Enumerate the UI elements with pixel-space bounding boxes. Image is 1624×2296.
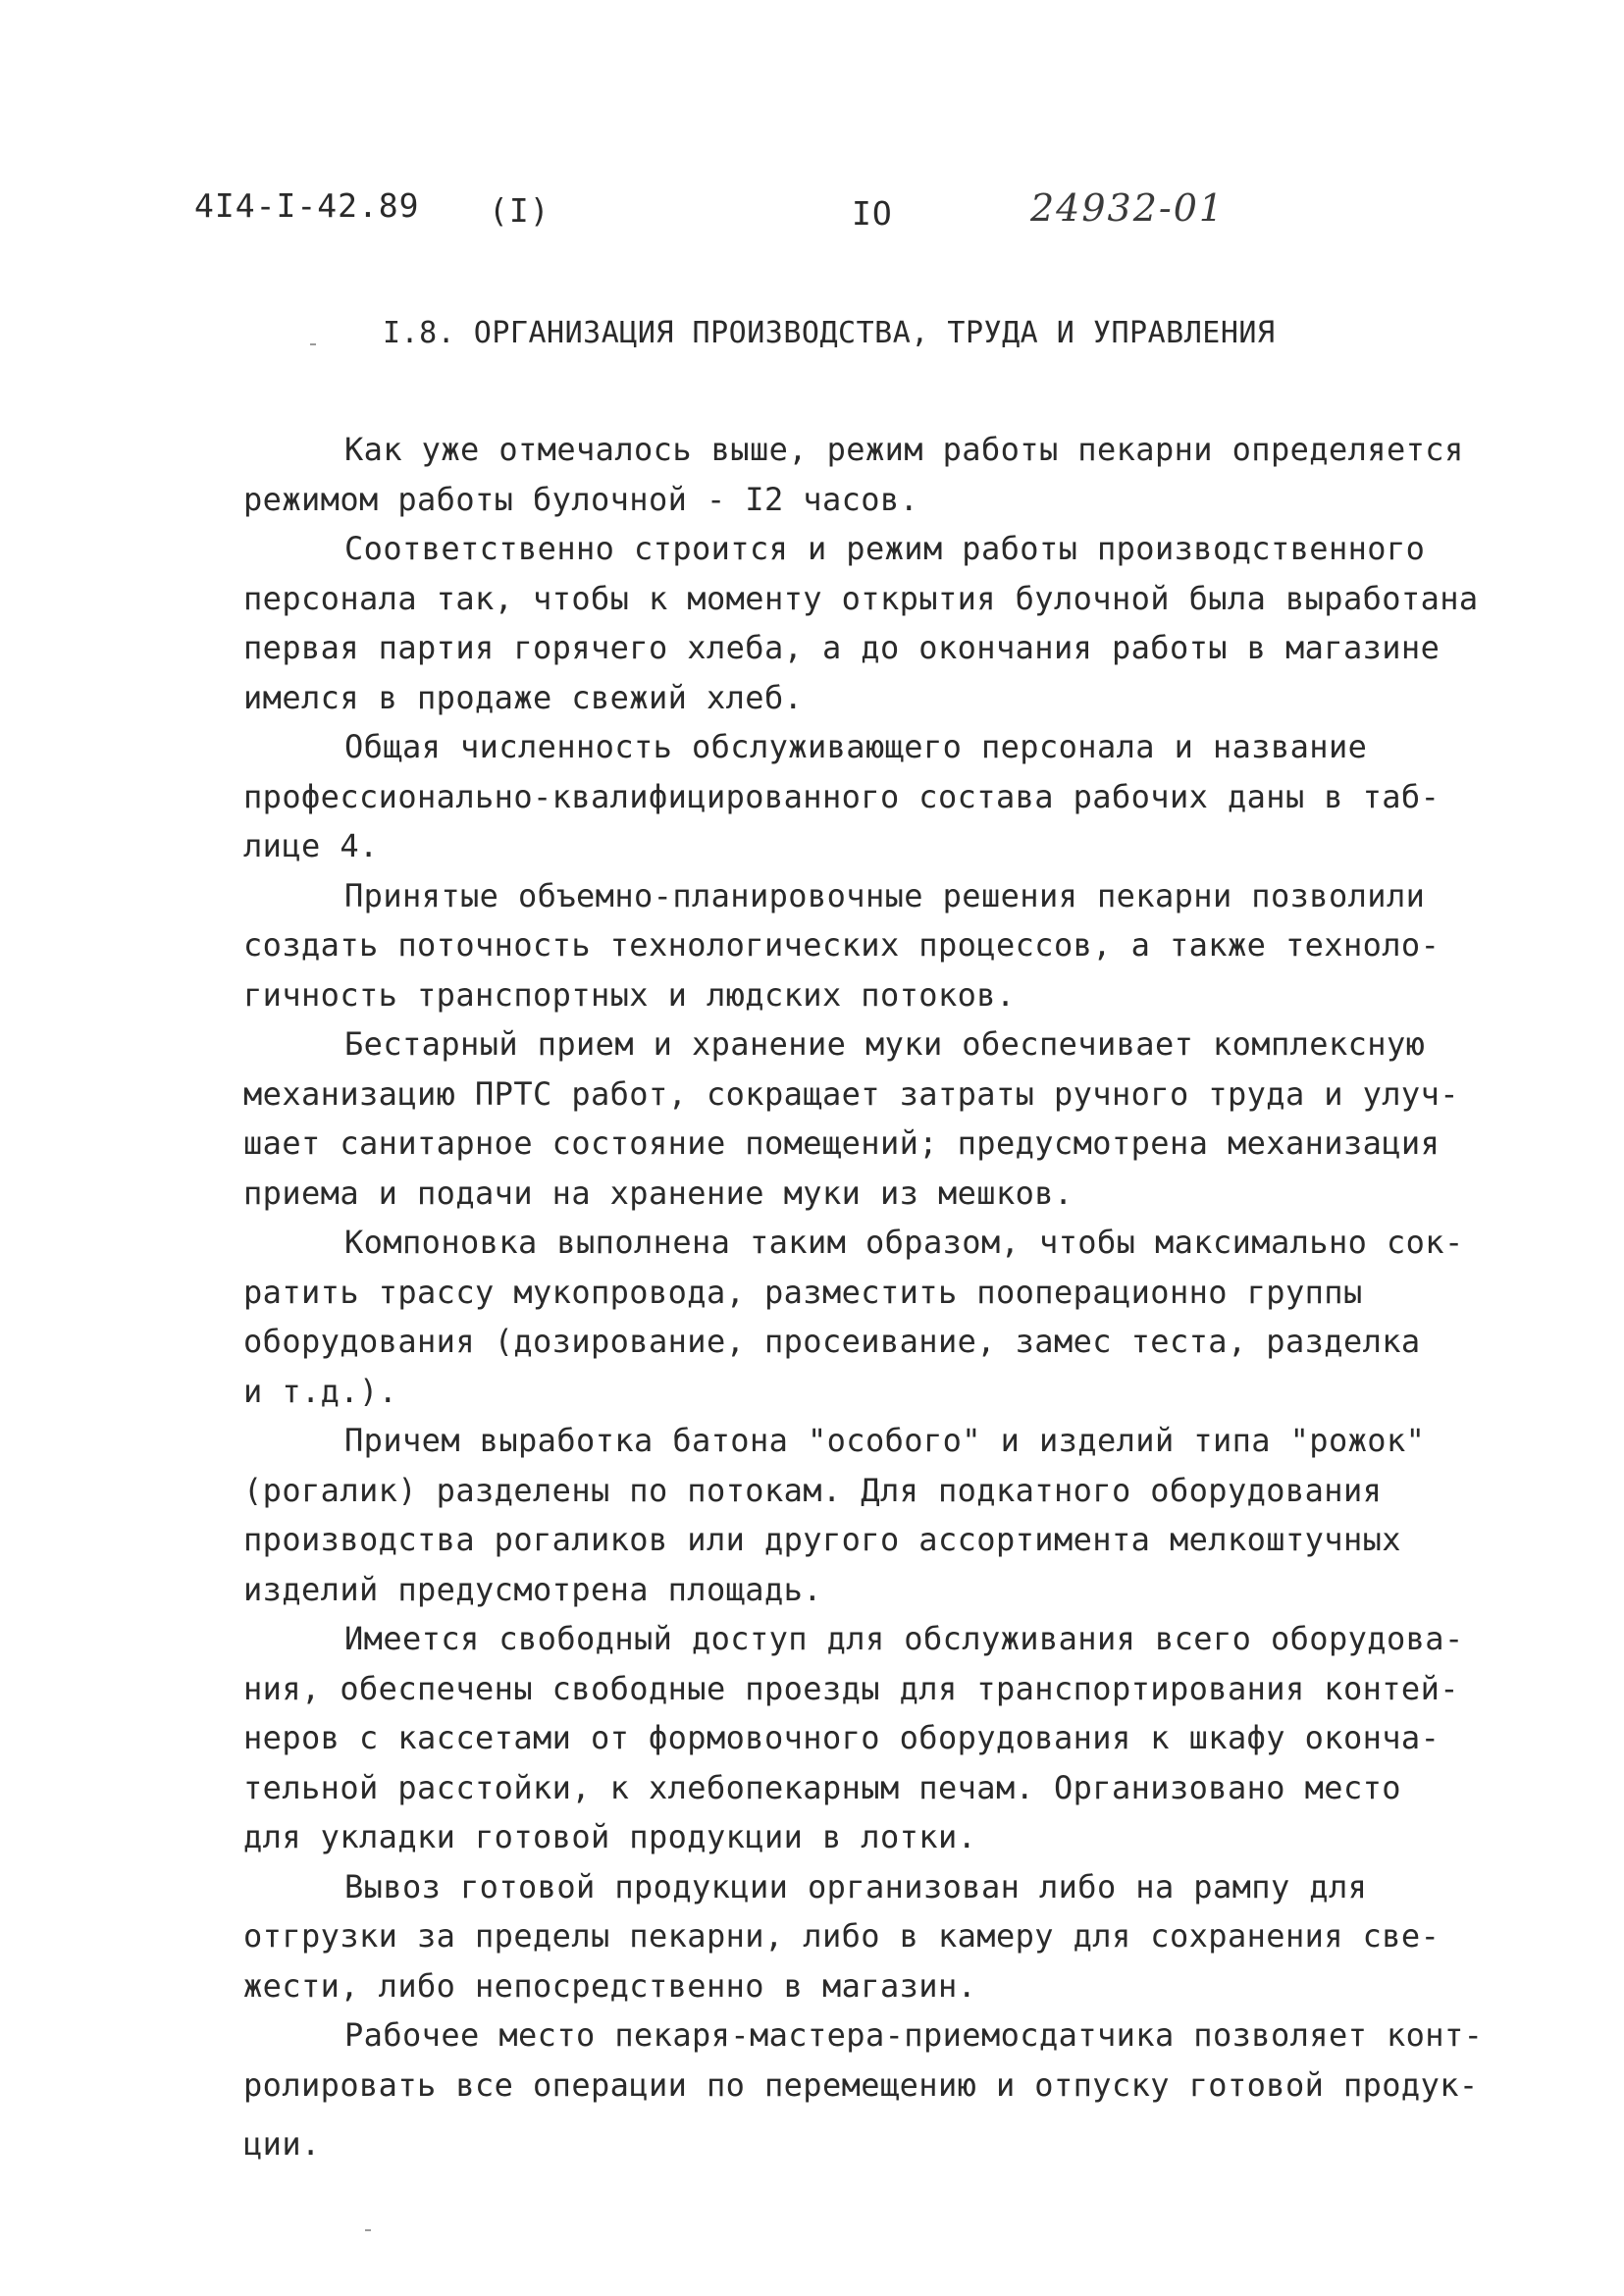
text-line: Имеется свободный доступ для обслуживания всего оборудова-: [344, 1620, 1464, 1657]
text-line: профессионально-квалифицированного состава рабочих даны в таб-: [243, 777, 1441, 815]
text-line: персонала так, чтобы к моменту открытия булочной была выработана: [243, 579, 1479, 617]
body-text: [243, 425, 1558, 2169]
handwritten-archive-number: 24932-01: [1030, 186, 1226, 230]
text-line: тельной расстойки, к хлебопекарным печам. Организовано место: [243, 1768, 1401, 1806]
text-line: (рогалик) разделены по потокам. Для подкатного оборудования: [243, 1471, 1383, 1509]
text-line: Общая численность обслуживающего персонала и название: [344, 728, 1368, 765]
text-line: Рабочее место пекаря-мастера-приемосдатчика позволяет конт-: [344, 2016, 1484, 2054]
text-line: для укладки готовой продукции в лотки.: [243, 1818, 977, 1855]
text-line: Соответственно строится и режим работы производственного: [344, 530, 1426, 567]
text-line: лице 4.: [243, 827, 379, 864]
text-line: Причем выработка батона "особого" и изделий типа "рожок": [344, 1422, 1426, 1459]
text-line: приема и подачи на хранение муки из мешков.: [243, 1174, 1074, 1212]
scan-speck: [365, 2229, 371, 2231]
text-line: Бестарный прием и хранение муки обеспечивает комплексную: [344, 1025, 1426, 1063]
text-line: Вывоз готовой продукции организован либо на рампу для: [344, 1867, 1368, 1905]
text-line: ния, обеспечены свободные проезды для транспортирования контей-: [243, 1669, 1459, 1707]
text-line: имелся в продаже свежий хлеб.: [243, 678, 804, 716]
text-line: шает санитарное состояние помещений; предусмотрена механизация: [243, 1124, 1441, 1162]
text-line: механизацию ПРТС работ, сокращает затраты ручного труда и улуч-: [243, 1074, 1459, 1113]
section-title: I.8. ОРГАНИЗАЦИЯ ПРОИЗВОДСТВА, ТРУДА И УПРАВЛЕНИЯ: [383, 316, 1276, 350]
text-line: Компоновка выполнена таким образом, чтобы максимально сок-: [344, 1224, 1464, 1261]
text-line: производства рогаликов или другого ассортимента мелкоштучных: [243, 1521, 1401, 1558]
text-line: жести, либо непосредственно в магазин.: [243, 1966, 977, 2005]
text-line: первая партия горячего хлеба, а до окончания работы в магазине: [243, 629, 1441, 666]
text-line: ции.: [243, 2125, 321, 2163]
text-line: гичность транспортных и людских потоков.: [243, 975, 1016, 1014]
text-line: и т.д.).: [243, 1372, 398, 1410]
text-line: режимом работы булочной - I2 часов.: [243, 480, 919, 518]
scan-speck: [310, 343, 316, 345]
text-line: Как уже отмечалось выше, режим работы пекарни определяется: [344, 431, 1464, 468]
page-number: IO: [852, 194, 893, 233]
sheet-variant: (I): [489, 191, 550, 230]
text-line: ролировать все операции по перемещению и отпуску готовой продук-: [243, 2065, 1479, 2104]
text-line: неров с кассетами от формовочного оборудования к шкафу оконча-: [243, 1719, 1441, 1756]
text-line: ратить трассу мукопровода, разместить поoперационно группы: [243, 1273, 1363, 1311]
document-code: 4I4-I-42.89: [194, 186, 420, 225]
text-line: оборудования (дозирование, просеивание, замес теста, разделка: [243, 1323, 1421, 1360]
text-line: отгрузки за пределы пекарни, либо в камеру для сохранения све-: [243, 1917, 1441, 1955]
text-line: изделий предусмотрена площадь.: [243, 1570, 822, 1608]
text-line: создать поточность технологических процессов, а также техноло-: [243, 926, 1441, 964]
text-line: Принятые объемно-планировочные решения пекарни позволили: [344, 876, 1426, 914]
